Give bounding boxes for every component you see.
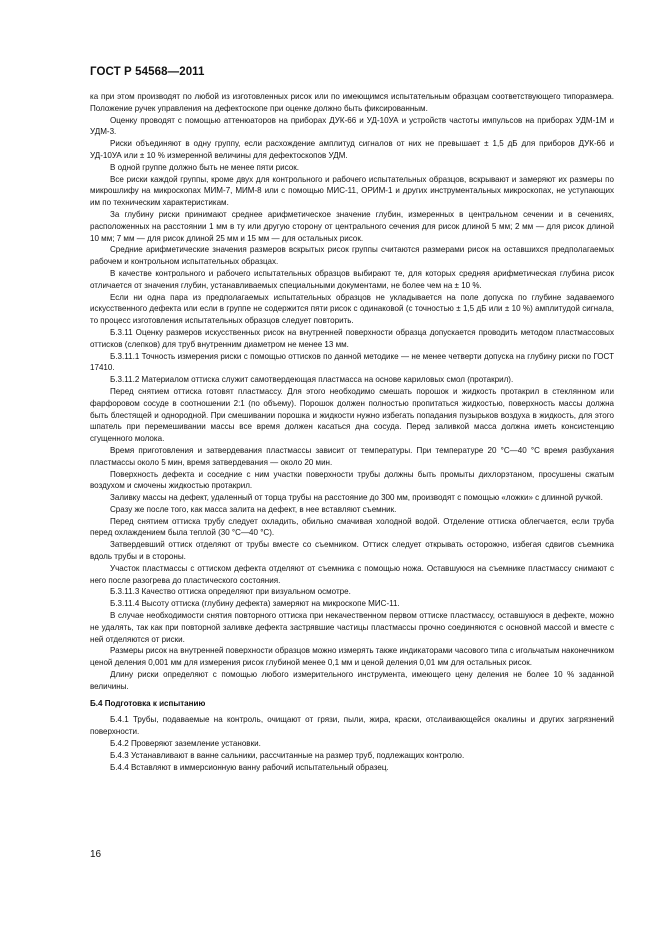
paragraph: Перед снятием оттиска трубу следует охладить, обильно смачивая холодной водой. Отделение оттиска облегчается, если труба перед охлаждением была теплой (30 °С—40 °С). xyxy=(90,516,614,538)
paragraph: Все риски каждой группы, кроме двух для контрольного и рабочего испытательных образцов, вскрывают и замеряют их размеры по микрошлифу на микроскопах МИМ-7, МИМ-8 или с помощью МИС-11, ОРИМ-1 и других инструментальных микроскопах, не уступающих им по техническим характеристикам. xyxy=(90,174,614,208)
paragraph: Размеры рисок на внутренней поверхности образцов можно измерять также индикаторами часового типа с игольчатым наконечником ценой деления 0,001 мм для измерения рисок глубиной менее 0,1 мм и ценой деления 0,01 мм для остальных рисок. xyxy=(90,646,614,668)
paragraph: Б.3.11.1 Точность измерения риски с помощью оттисков по данной методике — не менее четверти допуска на глубину риски по ГОСТ 17410. xyxy=(90,351,614,373)
paragraph: За глубину риски принимают среднее арифметическое значение глубин, измеренных в центральном сечении и в сечениях, расположенных на расстоянии 1 мм в ту или другую сторону от центрального сечения для рисок длиной 5 мм; 2 мм — для рисок длиной 10 мм; 7 мм — для рисок длиной 25 мм и 15 мм — для остальных рисок. xyxy=(90,209,614,243)
paragraph: Затвердевший оттиск отделяют от трубы вместе со съемником. Оттиск следует открывать осторожно, избегая сдвигов съемника вдоль трубы и в стороны. xyxy=(90,540,614,562)
paragraph: Сразу же после того, как масса залита на дефект, в нее вставляют съемник. xyxy=(110,504,397,514)
paragraph: Б.4.1 Трубы, подаваемые на контроль, очищают от грязи, пыли, жира, краски, отслаивающейся окалины и других загрязнений поверхности. xyxy=(90,715,614,737)
paragraph: Поверхность дефекта и соседние с ним участки поверхности трубы должны быть промыты дихлорэтаном, просушены сжатым воздухом и смочены жидкостью протакрил. xyxy=(90,469,614,491)
paragraph: В случае необходимости снятия повторного оттиска при некачественном первом оттиске пластмассу, оставшуюся в дефекте, можно не удалять, так как при повторной заливке дефекта застрявшие частицы пластмассы прочно соединяются с основной массой и вместе с ней отделяются от риски. xyxy=(90,611,614,644)
paragraph: Б.4.3 Устанавливают в ванне сальники, рассчитанные на размер труб, подлежащих контролю. xyxy=(110,750,465,760)
paragraph: Б.3.11 Оценку размеров искусственных рисок на внутренней поверхности образца допускается проводить методом пластмассовых оттисков (слепков) для труб внутренним диаметром не менее 13 мм. xyxy=(90,327,614,349)
paragraph: Заливку массы на дефект, удаленный от торца трубы на расстояние до 300 мм, производят с помощью «ложки» с длинной ручкой. xyxy=(110,493,603,503)
paragraph: Б.4.4 Вставляют в иммерсионную ванну рабочий испытательный образец. xyxy=(110,762,389,772)
paragraph: Б.3.11.4 Высоту оттиска (глубину дефекта) замеряют на микроскопе МИС-11. xyxy=(110,599,400,609)
paragraph: Оценку проводят с помощью аттенюаторов на приборах ДУК-66 и УД-10УА и устройств частоты импульсов на приборах УДМ-1М и УДМ-3. xyxy=(90,115,614,137)
paragraph-list xyxy=(90,91,614,693)
paragraph: Время приготовления и затвердевания пластмассы зависит от температуры. При температуре 20 °С—40 °С время разбухания пластмассы около 5 мин, время затвердевания — около 20 мин. xyxy=(90,445,614,467)
paragraph: Б.3.11.2 Материалом оттиска служит самотвердеющая пластмасса на основе кариловых смол (протакрил). xyxy=(110,375,514,385)
paragraph: Б.3.11.3 Качество оттиска определяют при визуальном осмотре. xyxy=(110,587,351,597)
paragraph: Длину риски определяют с помощью любого измерительного инструмента, имеющего цену деления не более 10 % заданной величины. xyxy=(90,670,614,691)
paragraph: ка при этом производят по любой из изготовленных рисок или по имеющимся испытательным образцам соответствующего типоразмера. Положение ручек управления на дефектоскопе при оценке должно быть фиксированным. xyxy=(90,92,614,113)
paragraph: Участок пластмассы с оттиском дефекта отделяют от съемника с помощью ножа. Оставшуюся на съемнике пластмассу снимают с него после разогрева до пластического состояния. xyxy=(90,563,614,585)
document-body xyxy=(90,91,614,773)
section-paragraph-list xyxy=(90,714,614,773)
paragraph: Риски объединяют в одну группу, если расхождение амплитуд сигналов от них не превышает ± 1,5 дБ для приборов ДУК-66 и УД-10УА или ± 10 % измеренной величины для дефектоскопов УДМ. xyxy=(90,139,614,160)
page-number: 16 xyxy=(90,849,102,860)
document-header: ГОСТ Р 54568—2011 xyxy=(90,66,205,78)
paragraph: Б.4.2 Проверяют заземление установки. xyxy=(110,739,261,749)
paragraph: В одной группе должно быть не менее пяти рисок. xyxy=(110,162,299,172)
paragraph: В качестве контрольного и рабочего испытательных образцов выбирают те, для которых средняя арифметическая глубина рисок отличается от значения глубин, устанавливаемых специальными документами, не более чем на ± 10 %. xyxy=(90,268,614,290)
section-heading: Б.4 Подготовка к испытанию xyxy=(90,698,206,708)
paragraph: Если ни одна пара из предполагаемых испытательных образцов не укладывается на поле допуска по глубине задаваемого искусственного дефекта или если в группе не содержится пяти рисок с одинаковой (с точностью ± 1,5 дБ или ± 10 %) амплитудой сигнала, то процесс изготовления испытательных образцов следует повторить. xyxy=(90,292,614,326)
paragraph: Перед снятием оттиска готовят пластмассу. Для этого необходимо смешать порошок и жидкость протакрил в стеклянном или фарфоровом сосуде в соотношении 2:1 (по объему). Порошок должен полностью пропитаться жидкостью, поверхность массы должна быть блестящей и однородной. При смешивании порошка и жидкости нужно избегать попадания пузырьков воздуха в жидкость, для этого шпатель при перемешивании массы все время должен касаться дна сосуда. Перед заливкой масса должна иметь консистенцию сгущенного молока. xyxy=(90,386,614,444)
paragraph: Средние арифметические значения размеров вскрытых рисок группы считаются размерами рисок на оставшихся предполагаемых рабочем и контрольном испытательных образцах. xyxy=(90,245,614,267)
